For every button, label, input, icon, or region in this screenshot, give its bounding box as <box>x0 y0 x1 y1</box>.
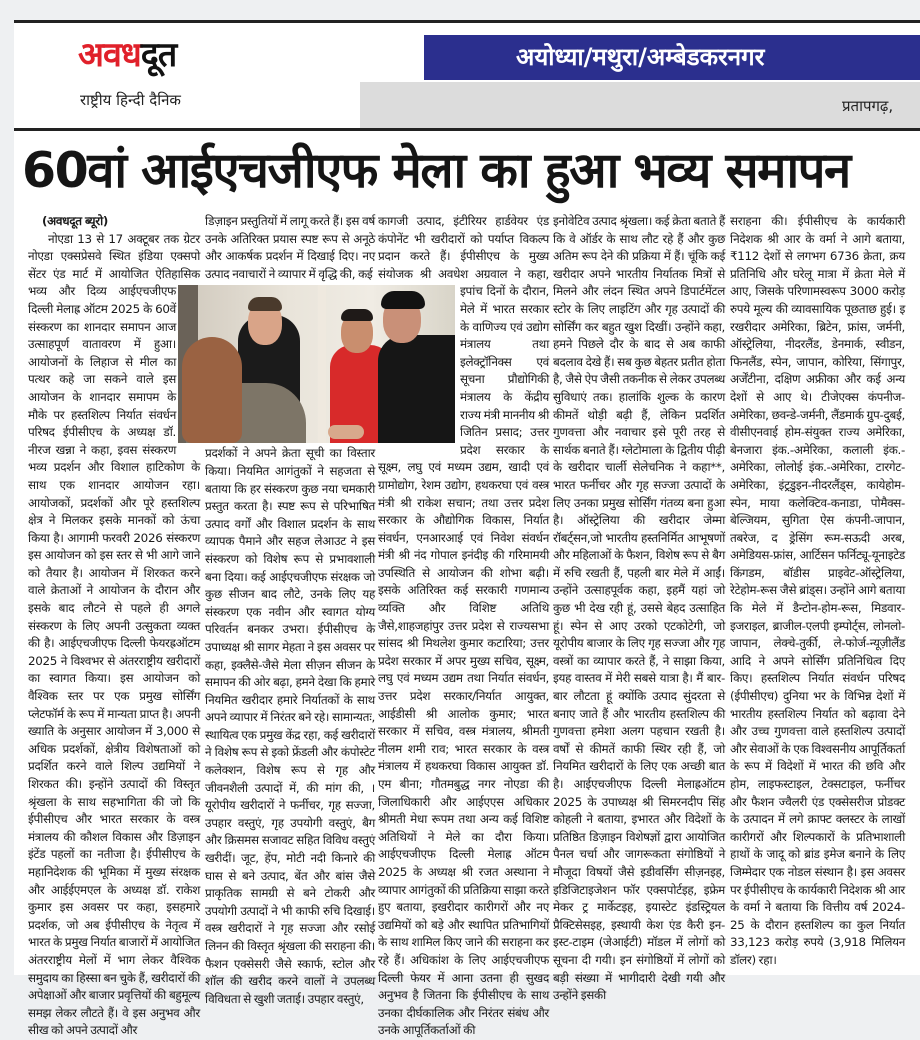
article-column-2 <box>205 213 375 1008</box>
dateline-place: प्रतापगढ़, <box>842 97 894 115</box>
top-rule <box>14 20 920 23</box>
column-5-text: सराहना की। ईपीसीएच के कार्यकारी निदेशक श्री आर के वर्मा ने आगे बताया, ₹112 देशों से लगभग 6736 क्रेता, क्रय प्रतिनिधि और घरेलू मात्रा में क्रेता मेले में आए, जिसके परिणामस्वरूप 3000 करोड़ रुपये मूल्य की व्यावसायिक पूछताछ हुई। इ रखरीदार अमेरिका, ब्रिटेन, फ्रांस, जर्मनी, ऑस्ट्रेलिया, नीदरलैंड, डेनमार्क, स्वीडन, फिनलैंड, स्पेन, जापान, कोरिया, सिंगापुर, अर्जेंटीना, दक्षिण अफ्रीका और कई अन्य देशों से आए थे। टीजेएक्स कंपनीज-अमेरिका, छवन्डे-जर्मनी, लैंडमार्क ग्रुप-दुबई, वीसीएनवाई होम-संयुक्त राज्य अमेरिका, बेनजारा इंक.-अमेरिका, कलाली इंक.-अमेरिका, लोलोई इंक.-अमेरिका, टारगेट-अमेरिका, इंट्रडुइन-नीदरलैंड्स, कायेहोम-स्पेन, माया कलेक्टिव-कनाडा, पोमैक्स-बेल्जियम, सुगिता ऐस कंपनी-जापान, तबरेज, द ड्रेसिंग रूम-सऊदी अरब, अमेडियस-फ्रांस, आर्टिसन फर्निट्यू-यूनाइटेड किंगडम, बॉडीस प्राइवेट-ऑस्ट्रेलिया, रेटेहोम-रूस जैसे ब्रांड्स। उन्होंने आगे बताया कि मेले में डैन्टोन-होम-रूस, मिडवार-इजराइल, ब्राजील-एलपी इम्पोर्ट्स, लोनलो-जापान, लेक्चे-तुर्की, ले-फोर्ज-न्यूज़ीलैंड आदि ने अपने सोर्सिंग प्रतिनिधित्व दिए किए। हस्तशिल्प निर्यात संवर्धन परिषद (ईपीसीएच) दुनिया भर के विभिन्न देशों में भारतीय हस्तशिल्प निर्यात को बढ़ावा देने और उच्च गुणवत्ता वाले हस्तशिल्प उत्पादों और सेवाओं के एक विश्वसनीय आपूर्तिकर्ता के रूप में विदेशों में भारत की छवि और होम, लाइफस्टाइल, टेक्सटाइल, फर्नीचर और फैशन ज्वैलरी एंड एक्सेसरीज प्रोडक्ट के उत्पादन में लगे क्राफ्ट क्लस्टर के लाखों कारीगरों और शिल्पकारों के प्रतिभाशाली हाथों के जादू को ब्रांड इमेज बनाने के लिए जिम्मेदार एक नोडल संस्थान है। इस अवसर पर ईपीसीएच के कार्यकारी निदेशक श्री आर के वर्मा ने बताया कि वित्तीय वर्ष 2024-25 के दौरान हस्तशिल्प का कुल निर्यात 33,123 करोड़ रुपये (3,918 मिलियन डॉलर) रहा। <box>730 214 905 967</box>
dateline-band <box>360 82 920 128</box>
edition-banner: अयोध्या/मथुरा/अम्बेडकरनगर <box>424 35 920 80</box>
photo-slot <box>205 285 375 445</box>
article-column-1 <box>28 213 200 1040</box>
column-2-top-text: डिज़ाइन प्रस्तुतियों में लागू करते हैं। इस वर्ष उनके अतिरिक्त प्रयास स्पष्ट रूप से अनूठे और आकर्षक प्रदर्शन में दिखाई दिए। नए उत्पाद नवाचारों ने व्यापार में वृद्धि की, कई <box>205 214 375 281</box>
newspaper-logo <box>78 30 176 76</box>
column-1-text: नोएडा 13 से 17 अक्टूबर तक ग्रेटर नोएडा एक्सप्रेसवे स्थित इंडिया एक्सपो सेंटर एंड मार्ट में आयोजित ऐतिहासिक भव्य और दिव्य आईएचजीएफ दिल्ली मेलाह्र ऑटम 2025 के 60वें संस्करण का शानदार समापन आज उत्साहपूर्ण वातावरण में हुआ। आयोजनों के लिहाज से मील का पत्थर कहे जा सकने वाले इस आयोजन के शानदार समापम के मौके पर हस्तशिल्प निर्यात संवर्धन परिषद ईपीसीएच के अध्यक्ष डॉ. नीरज खन्ना ने कहा, इवस संस्करण भव्य प्रदर्शन और विशाल हाटिकोण के साथ एक शानदार आयोजन रहा। आयोजकों, प्रदर्शकों और पूरे हस्तशिल्प क्षेत्र ने मिलकर इसके मानकों को ऊंचा किया है। आगामी फरवरी 2026 संस्करण इस आयोजन को इस स्तर से भी आगे जाने को तैयार है। आयोजन में शिरकत करने वाले क्रेताओं ने आयोजन के दौरान और इसके बाद लौटने से पहले ही अगले संस्करण के लिए अपनी उत्सुकता व्यक्त की है। आईएचजीएफ दिल्ली फेयरह्रऑटम 2025 ने विश्वभर से अंतरराष्ट्रीय खरीदारों का स्वागत किया। इस आयोजन को वैश्विक स्तर पर एक प्रमुख सोर्सिंग प्लेटफॉर्म के रूप में मान्यता प्राप्त है। अपनी ख्याति के अनुसार आयोजन में 3,000 से अधिक प्रदर्शकों, क्षेत्रीय विशेषताओं को प्रदर्शित करने वाले शिल्प उद्यमियों ने शिरकत की। इन्होंने उत्पादों की विस्तृत श्रृंखला के साथ सहभागिता की जो कि ईपीसीएच और भारत सरकार के वस्त्र मंत्रालय की कौशल विकास और डिज़ाइन इंटेंड पहलों का नतीजा है। ईपीसीएच के महानिदेशक की भूमिका में मुख्य संरक्षक और आईईएमएल के अध्यक्ष डॉ. राकेश कुमार इस अवसर पर कहा, इसहमारे प्रदर्शक, जो अब ईपीसीएच के नेतृत्व में भारत के प्रमुख निर्यात बाजारों में आयोजित अंतरराष्ट्रीय मेलों में भाग लेकर वैश्विक समुदाय का हिस्सा बन चुके हैं, खरीदारों की अपेक्षाओं और बाजार प्रवृत्तियों की बहुमूल्य समझ लेकर लौटते हैं। वे इस अनुभव और सीख को अपने उत्पादों और <box>28 231 200 1038</box>
column-4-text: इनोवेटिव उत्पाद श्रृंखला। कई क्रेता बताते हैं कि वे ऑर्डर के साथ लौट रहे हैं और कुछ अतिम रूप देने की प्रक्रिया में हैं। चूंकि कई खरीदार अपने भारतीय निर्यातक मित्रों से मिलने और लंदन स्थित अपने डिपार्टमेंटल स्टोर के लिए लाइटिंग और गृह उत्पादों की सोर्सिंग कर बहुत खुश दिखीं। उन्होंने कहा, हमने पिछले दौर के बाद से अब काफी बदलाव देखे हैं। सब कुछ बेहतर प्रतीत होता है, जैसे ऐप जैसी तकनीक से लेकर उपलब्ध सुविधाएं तक। हालांकि शुल्क के कारण कीमतें थोड़ी बढ़ी हैं, लेकिन प्रदर्शित गुणवत्ता और नवाचार इसे पूरी तरह से सार्थक बनाते हैं। ग्लेटोमाला के द्वितीय पीढ़ी के खरीदार चार्ली सेलेचनिक ने कहा**, भारत फर्नीचर और गृह सज्जा उत्पादों के लिए उनका प्रमुख सोर्सिंग गंतव्य बना हुआ है। ऑस्ट्रेलिया की खरीदार जेम्मा रॉबर्ट्सन,जो भारतीय हस्तनिर्मित आभूषणों और महिलाओं के फैशन, विशेष रूप से बैग में रुचि रखती हैं, पहली बार मेले में आईं। उन्होंने उत्साहपूर्वक कहा, इहमैं यहां जो कुछ भी देख रही हूं, उससे बेहद उत्साहित हूं। स्पेन से आए उरको एटकोटेगी, जो यूरोपीय बाजार के लिए गृह सज्जा और गृह वस्त्रों का व्यापार करते हैं, ने साझा किया, इयह वास्तव में मेरी सबसे यात्रा है। मैं बार-बार लौटता हूं क्योंकि उत्पाद सुंदरता से बनाए जाते हैं और भारतीय हस्तशिल्प की गुणवत्ता हमेशा अलग पहचान रखती है। वर्षों से कीमतें काफी स्थिर रही हैं, जो नियमित खरीदारों के लिए एक अच्छी बात है। आईएचजीएफ दिल्ली मेलाह्रऑटम 2025 के उपाध्यक्ष श्री सिमरनदीप सिंह कोहली ने बताया, इभारत और विदेशों के प्रतिष्ठित डिज़ाइन विशेषज्ञों द्वारा आयोजित पैनल चर्चा और जागरूकता संगोष्ठियों ने मौजूदा विषयों जैसे इडीवर्सिंग सीज़नइह, इडिजिटाइजेशन फॉर एक्सपोर्टइह, इफ्रेम मेकर ट्र मार्केटइह, इयास्टेट इंडस्ट्रियल प्रैक्टिसेसइह, इस्थायी केश एंड कैरी इन-इस्ट-टाइम (जेआईटी) मॉडल में लोगों को सूचना दी गयी। इन संगोष्ठियों में लोगों को बड़ी संख्या में भागीदारी देखी गयी और उन्होंने इसकी <box>553 214 725 1003</box>
column-2-bottom-text: प्रदर्शकों ने अपने क्रेता सूची का विस्तार किया। नियमित आगंतुकों ने सहजता से बताया कि हर संस्करण कुछ नया चमकारी प्रस्तुत करता है। स्पष्ट रूप से परिभाषित उत्पाद वर्गों और विशाल प्रदर्शन के साथ व्यापक पैमाने और सहज लेआउट ने इस संस्करण को विशेष रूप से प्रभावशाली बना दिया। कई आईएचजीएफ संरक्षक जो कुछ सीजन बाद लौटे, उनके लिए यह संस्करण एक नवीन और स्वागत योग्य परिवर्तन बनकर उभरा। ईपीसीएच के उपाध्यक्ष श्री सागर मेहता ने इस अवसर पर कहा, इक्लैसे-जैसे मेला सीज़न सीजन के समापन की ओर बढ़ा, हमने देखा कि हमारे नियमित खरीदार हमारे निर्यातकों के साथ अपने व्यापार में निरंतर बने रहे। सामान्यतः, स्थायित्व एक प्रमुख केंद्र रहा, कई खरीदारों ने विशेष रूप से इको फ्रेंडली और कंपोस्टेट कलेक्शन, विशेष रूप से गृह और जीवनशैली उत्पादों में, की मांग की, । यूरोपीय खरीदारों ने फर्नीचर, गृह सज्जा, उपहार वस्तुएं, गृह उपयोगी वस्तुएं, बैग और क्रिसमस सजावट सहित विविध वस्तुएं खरीदीं। जूट, हेंप, मोटी नदी किनारे की घास से बने उत्पाद, बेंत और बांस जैसे प्राकृतिक सामग्री से बने टोकरी और उपयोगी उत्पादों ने भी काफी रुचि दिखाई। वस्त्र खरीदारों ने गृह सज्जा और रसोई लिनन की विस्तृत श्रृंखला की सराहना की। फैशन एक्सेसरी जैसे स्कार्फ, स्टोल और शॉल की खरीद करने वालों ने उपलब्ध विविधता से खुशी जताई। उपहार वस्तुएं, <box>205 446 375 1006</box>
tagline: राष्ट्रीय हिन्दी दैनिक <box>80 91 181 109</box>
headline: 60वां आईएचजीएफ मेला का हुआ भव्य समापन <box>22 142 850 199</box>
byline: (अवधदूत ब्यूरो) <box>42 214 109 228</box>
header-rule <box>14 128 920 131</box>
article-column-3 <box>378 213 549 1040</box>
column-3-text: कागजी उत्पाद, इंटीरियर हार्डवेयर एंड कंपोनेंट भी खरीदारों को पर्याप्त विकल्प प्रदान करते हैं। ईपीसीएच के मुख्य संयोजक श्री अवधेश अग्रवाल ने कहा, इपांच दिनों के दौरान, मेले में भारत सरकार के वाणिज्य एवं उद्योग मंत्रालय तथा इलेक्ट्रॉनिक्स एवं सूचना प्रौद्योगिकी मंत्रालय के केंद्रीय राज्य मंत्री माननीय श्री जितिन प्रसाद; उत्तर प्रदेश सरकार के सूक्ष्म, लघु एवं मध्यम उद्यम, खादी एवं ग्रामोद्योग, रेशम उद्योग, हथकरघा एवं वस्त्र मंत्री श्री राकेश सचान; तथा उत्तर प्रदेश सरकार के औद्योगिक विकास, निर्यात संवर्धन, एनआरआई एवं निवेश संवर्धन मंत्री श्री नंद गोपाल इनंदीइ की गरिमामयी उपस्थिति से आयोजन की शोभा बढ़ी। इसके अतिरिक्त कई सरकारी गणमान्य व्यक्ति और विशिष्ट अतिथि जैसे,शाहजहांपुर उत्तर प्रदेश से राज्यसभा सांसद श्री मिथलेश कुमार कटारिया; उत्तर प्रदेश सरकार में अपर मुख्य सचिव, सूक्ष्म, लघु एवं मध्यम उद्यम तथा निर्यात संवर्धन, उत्तर प्रदेश सरकार/निर्यात आयुक्त, आईडीसी श्री आलोक कुमार; भारत सरकार में सचिव, वस्त्र मंत्रालय, श्रीमती नीलम शमी राव; भारत सरकार के वस्त्र मंत्रालय में हथकरघा विकास आयुक्त डॉ. एम बीना; गौतमबुद्ध नगर नोएडा की जिलाधिकारी और आईएएस अधिकार श्रीमती मेधा रूपम तथा अन्य कई विशिष्ट अतिथियों ने मेले का दौरा किया। आईएचजीएफ दिल्ली मेलाह्र ऑटम 2025 के अध्यक्ष श्री रजत अस्थाना ने व्यापार आगंतुकों की प्रतिक्रिया साझा करते हुए बताया, इखरीदार कारीगरों और नए उद्यमियों को बड़े और स्थापित प्रतिभागियों के साथ शामिल किए जाने की सराहना कर रहे हैं। अधिकांश के लिए आईएचजीएफ दिल्ली फेयर में आना उतना ही सुखद अनुभव है जितना कि ईपीसीएच के साथ उनका दीर्घकालिक और निरंतर संबंध और उनके आपूर्तिकर्ताओं की <box>378 214 549 1038</box>
article-column-5 <box>730 213 905 970</box>
article-column-4 <box>553 213 725 1005</box>
logo-part-black: दूत <box>140 35 177 75</box>
logo-part-red: अवध <box>78 35 141 75</box>
